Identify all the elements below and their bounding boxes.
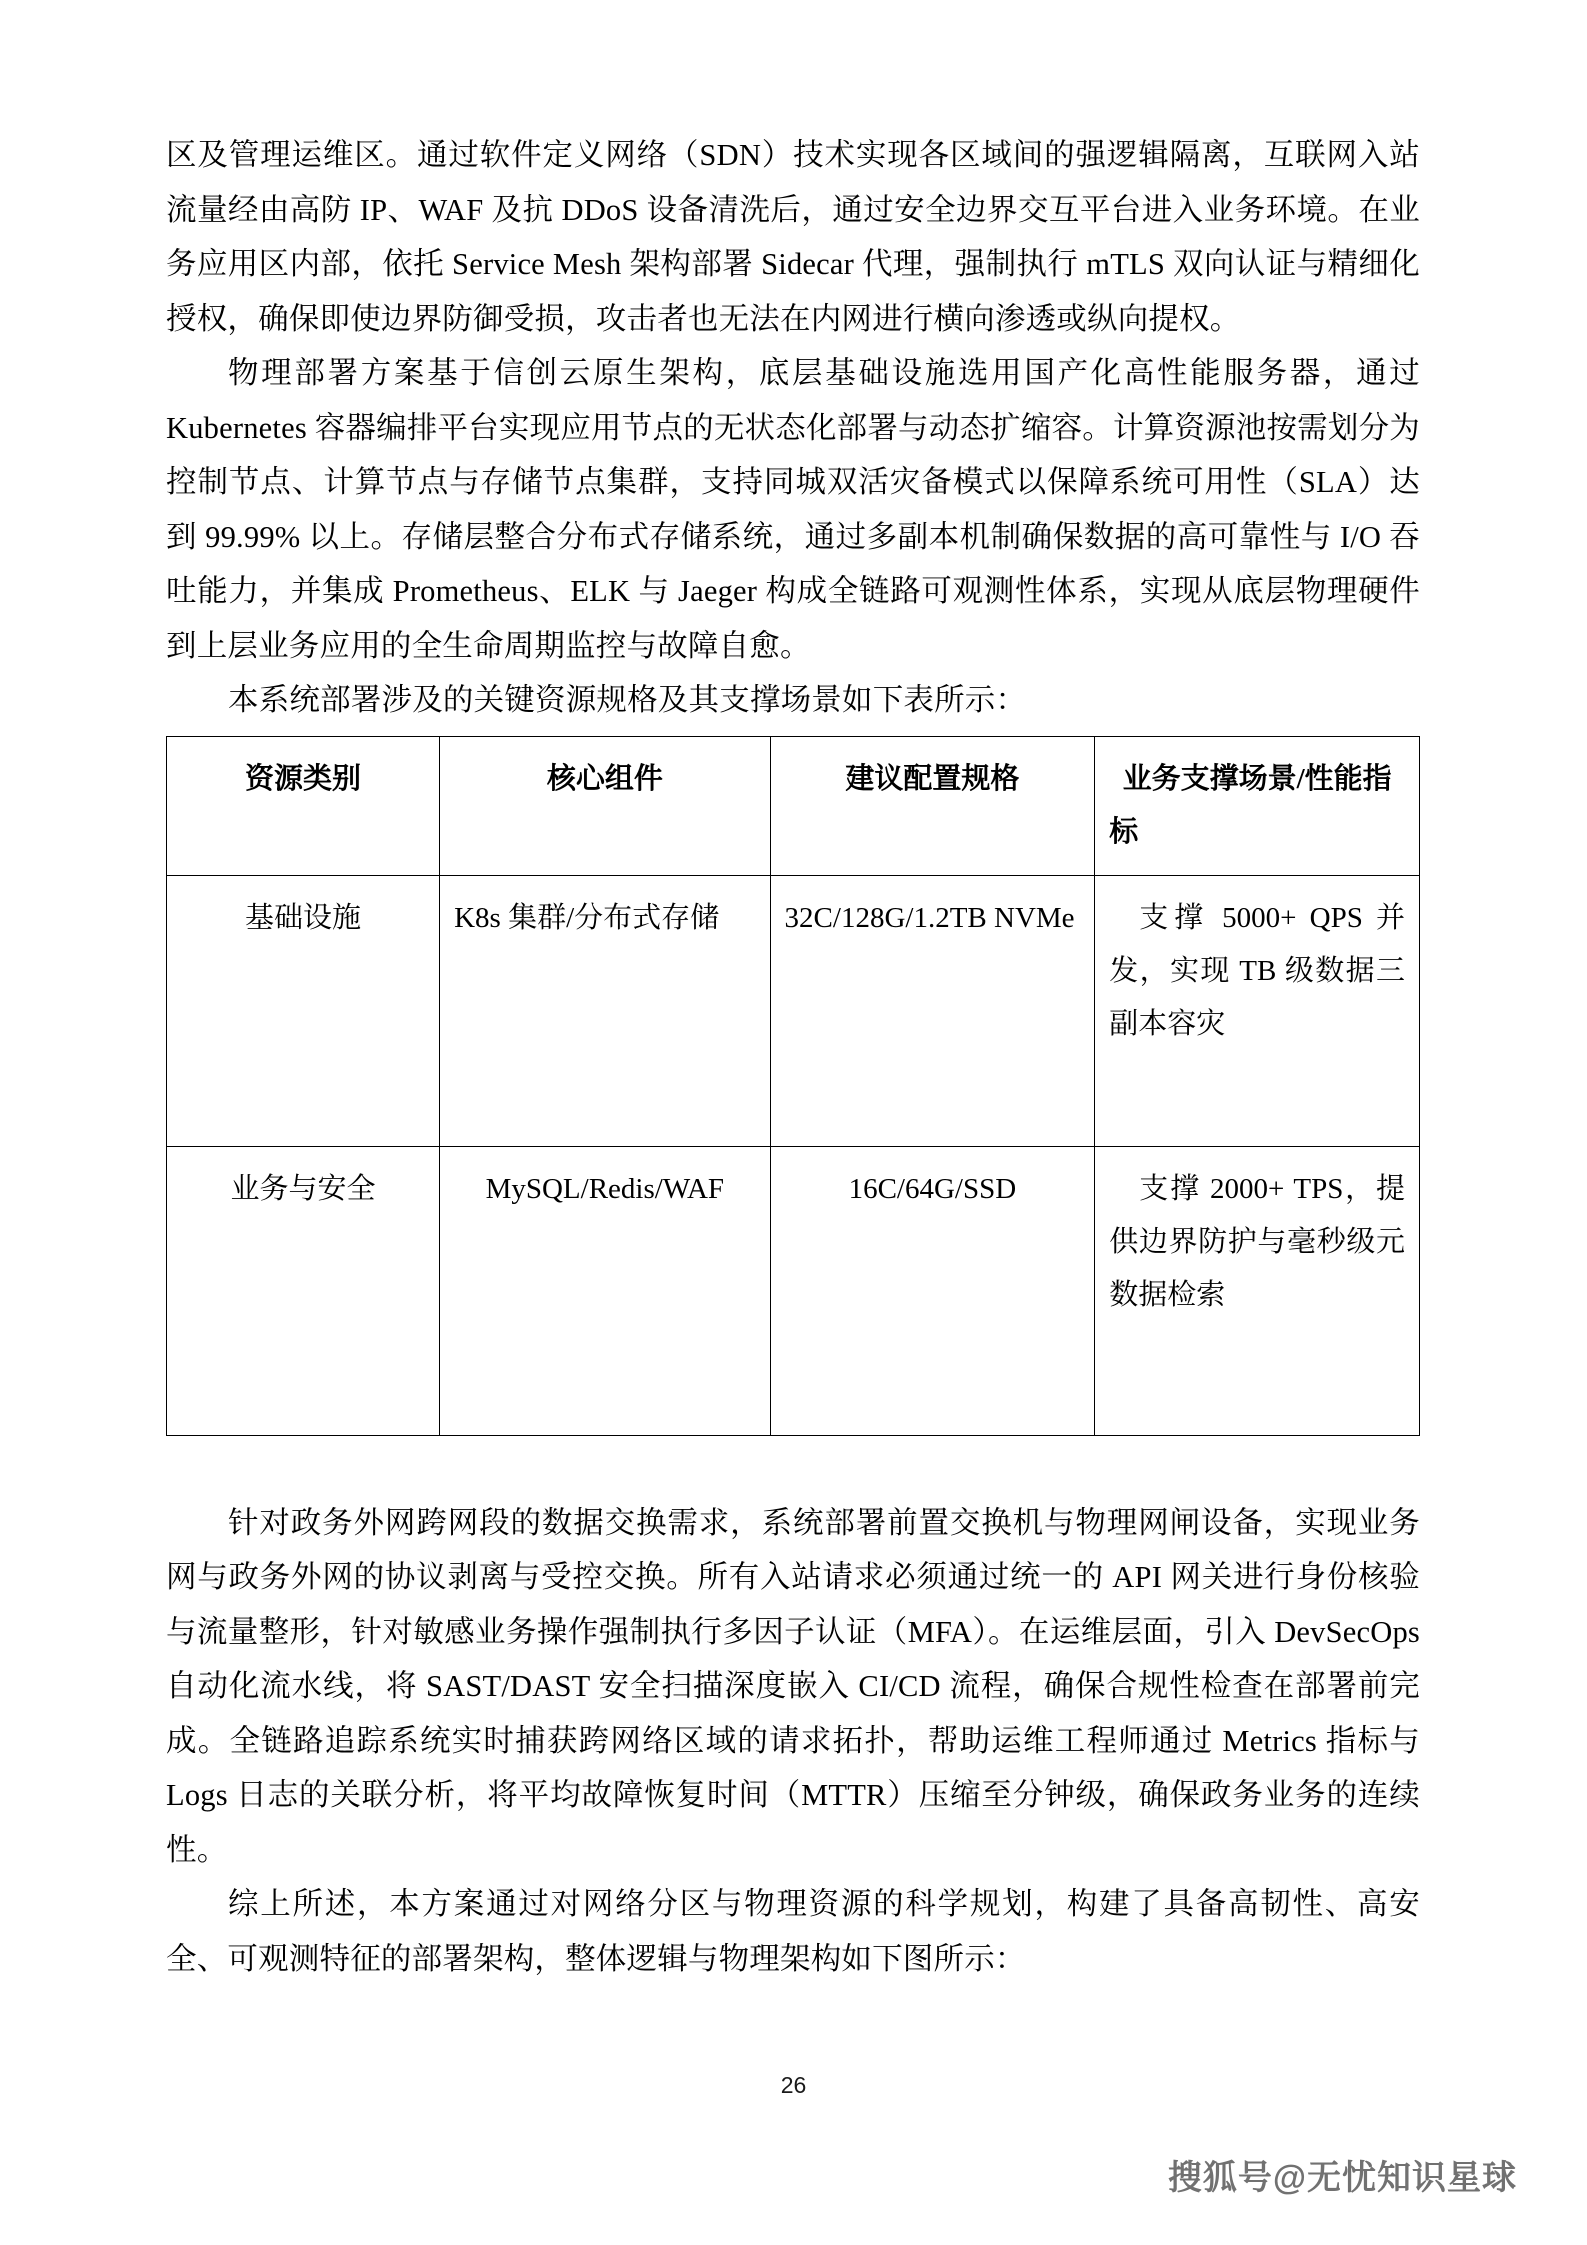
page-content: [166, 128, 1420, 1986]
watermark-label: 搜狐号@无忧知识星球: [1167, 2159, 1517, 2197]
table-cell-spec: 32C/128G/1.2TB NVMe: [770, 875, 1095, 1146]
table-header-category: 资源类别: [167, 736, 440, 875]
table-row: [167, 1146, 1420, 1435]
table-header-components: 核心组件: [440, 736, 770, 875]
resource-spec-table: [166, 736, 1420, 1436]
table-cell-scenario: 支撑 2000+ TPS，提供边界防护与毫秒级元数据检索: [1095, 1146, 1420, 1435]
table-header-spec: 建议配置规格: [770, 736, 1095, 875]
table-cell-components: MySQL/Redis/WAF: [440, 1146, 770, 1435]
table-row: [167, 875, 1420, 1146]
table-body: [167, 875, 1420, 1435]
paragraph-conclusion: 综上所述，本方案通过对网络分区与物理资源的科学规划，构建了具备高韧性、高安全、可观测特征的部署架构，整体逻辑与物理架构如下图所示：: [166, 1887, 1420, 1976]
paragraph-network-zoning: 区及管理运维区。通过软件定义网络（SDN）技术实现各区域间的强逻辑隔离，互联网入站流量经由高防 IP、WAF 及抗 DDoS 设备清洗后，通过安全边界交互平台进入业务环境。在业务应用区内部，依托 Service Mesh 架构部署 Sidecar 代理，强制执行 mTLS 双向认证与精细化授权，确保即使边界防御受损，攻击者也无法在内网进行横向渗透或纵向提权。: [166, 138, 1420, 336]
page-number: 26: [780, 2072, 807, 2098]
table-header: [167, 736, 1420, 875]
table-intro-text: 本系统部署涉及的关键资源规格及其支撑场景如下表所示：: [228, 683, 1027, 717]
table-cell-category: 基础设施: [167, 875, 440, 1146]
paragraph-data-exchange: 针对政务外网跨网段的数据交换需求，系统部署前置交换机与物理网闸设备，实现业务网与政务外网的协议剥离与受控交换。所有入站请求必须通过统一的 API 网关进行身份核验与流量整形，针对敏感业务操作强制执行多因子认证（MFA）。在运维层面，引入 DevSecOps 自动化流水线，将 SAST/DAST 安全扫描深度嵌入 CI/CD 流程，确保合规性检查在部署前完成。全链路追踪系统实时捕获跨网络区域的请求拓扑，帮助运维工程师通过 Metrics 指标与 Logs 日志的关联分析，将平均故障恢复时间（MTTR）压缩至分钟级，确保政务业务的连续性。: [166, 1505, 1420, 1867]
table-cell-spec: 16C/64G/SSD: [770, 1146, 1095, 1435]
table-cell-category: 业务与安全: [167, 1146, 440, 1435]
table-cell-components: K8s 集群/分布式存储: [440, 875, 770, 1146]
table-header-row: [167, 736, 1420, 875]
table-cell-scenario: 支撑 5000+ QPS 并发，实现 TB 级数据三副本容灾: [1095, 875, 1420, 1146]
paragraph-physical-deployment: 物理部署方案基于信创云原生架构，底层基础设施选用国产化高性能服务器，通过 Kubernetes 容器编排平台实现应用节点的无状态化部署与动态扩缩容。计算资源池按需划分为控制节点、计算节点与存储节点集群，支持同城双活灾备模式以保障系统可用性（SLA）达到 99.99% 以上。存储层整合分布式存储系统，通过多副本机制确保数据的高可靠性与 I/O 吞吐能力，并集成 Prometheus、ELK 与 Jaeger 构成全链路可观测性体系，实现从底层物理硬件到上层业务应用的全生命周期监控与故障自愈。: [166, 356, 1420, 663]
table-header-scenario: 业务支撑场景/性能指标: [1095, 736, 1420, 875]
